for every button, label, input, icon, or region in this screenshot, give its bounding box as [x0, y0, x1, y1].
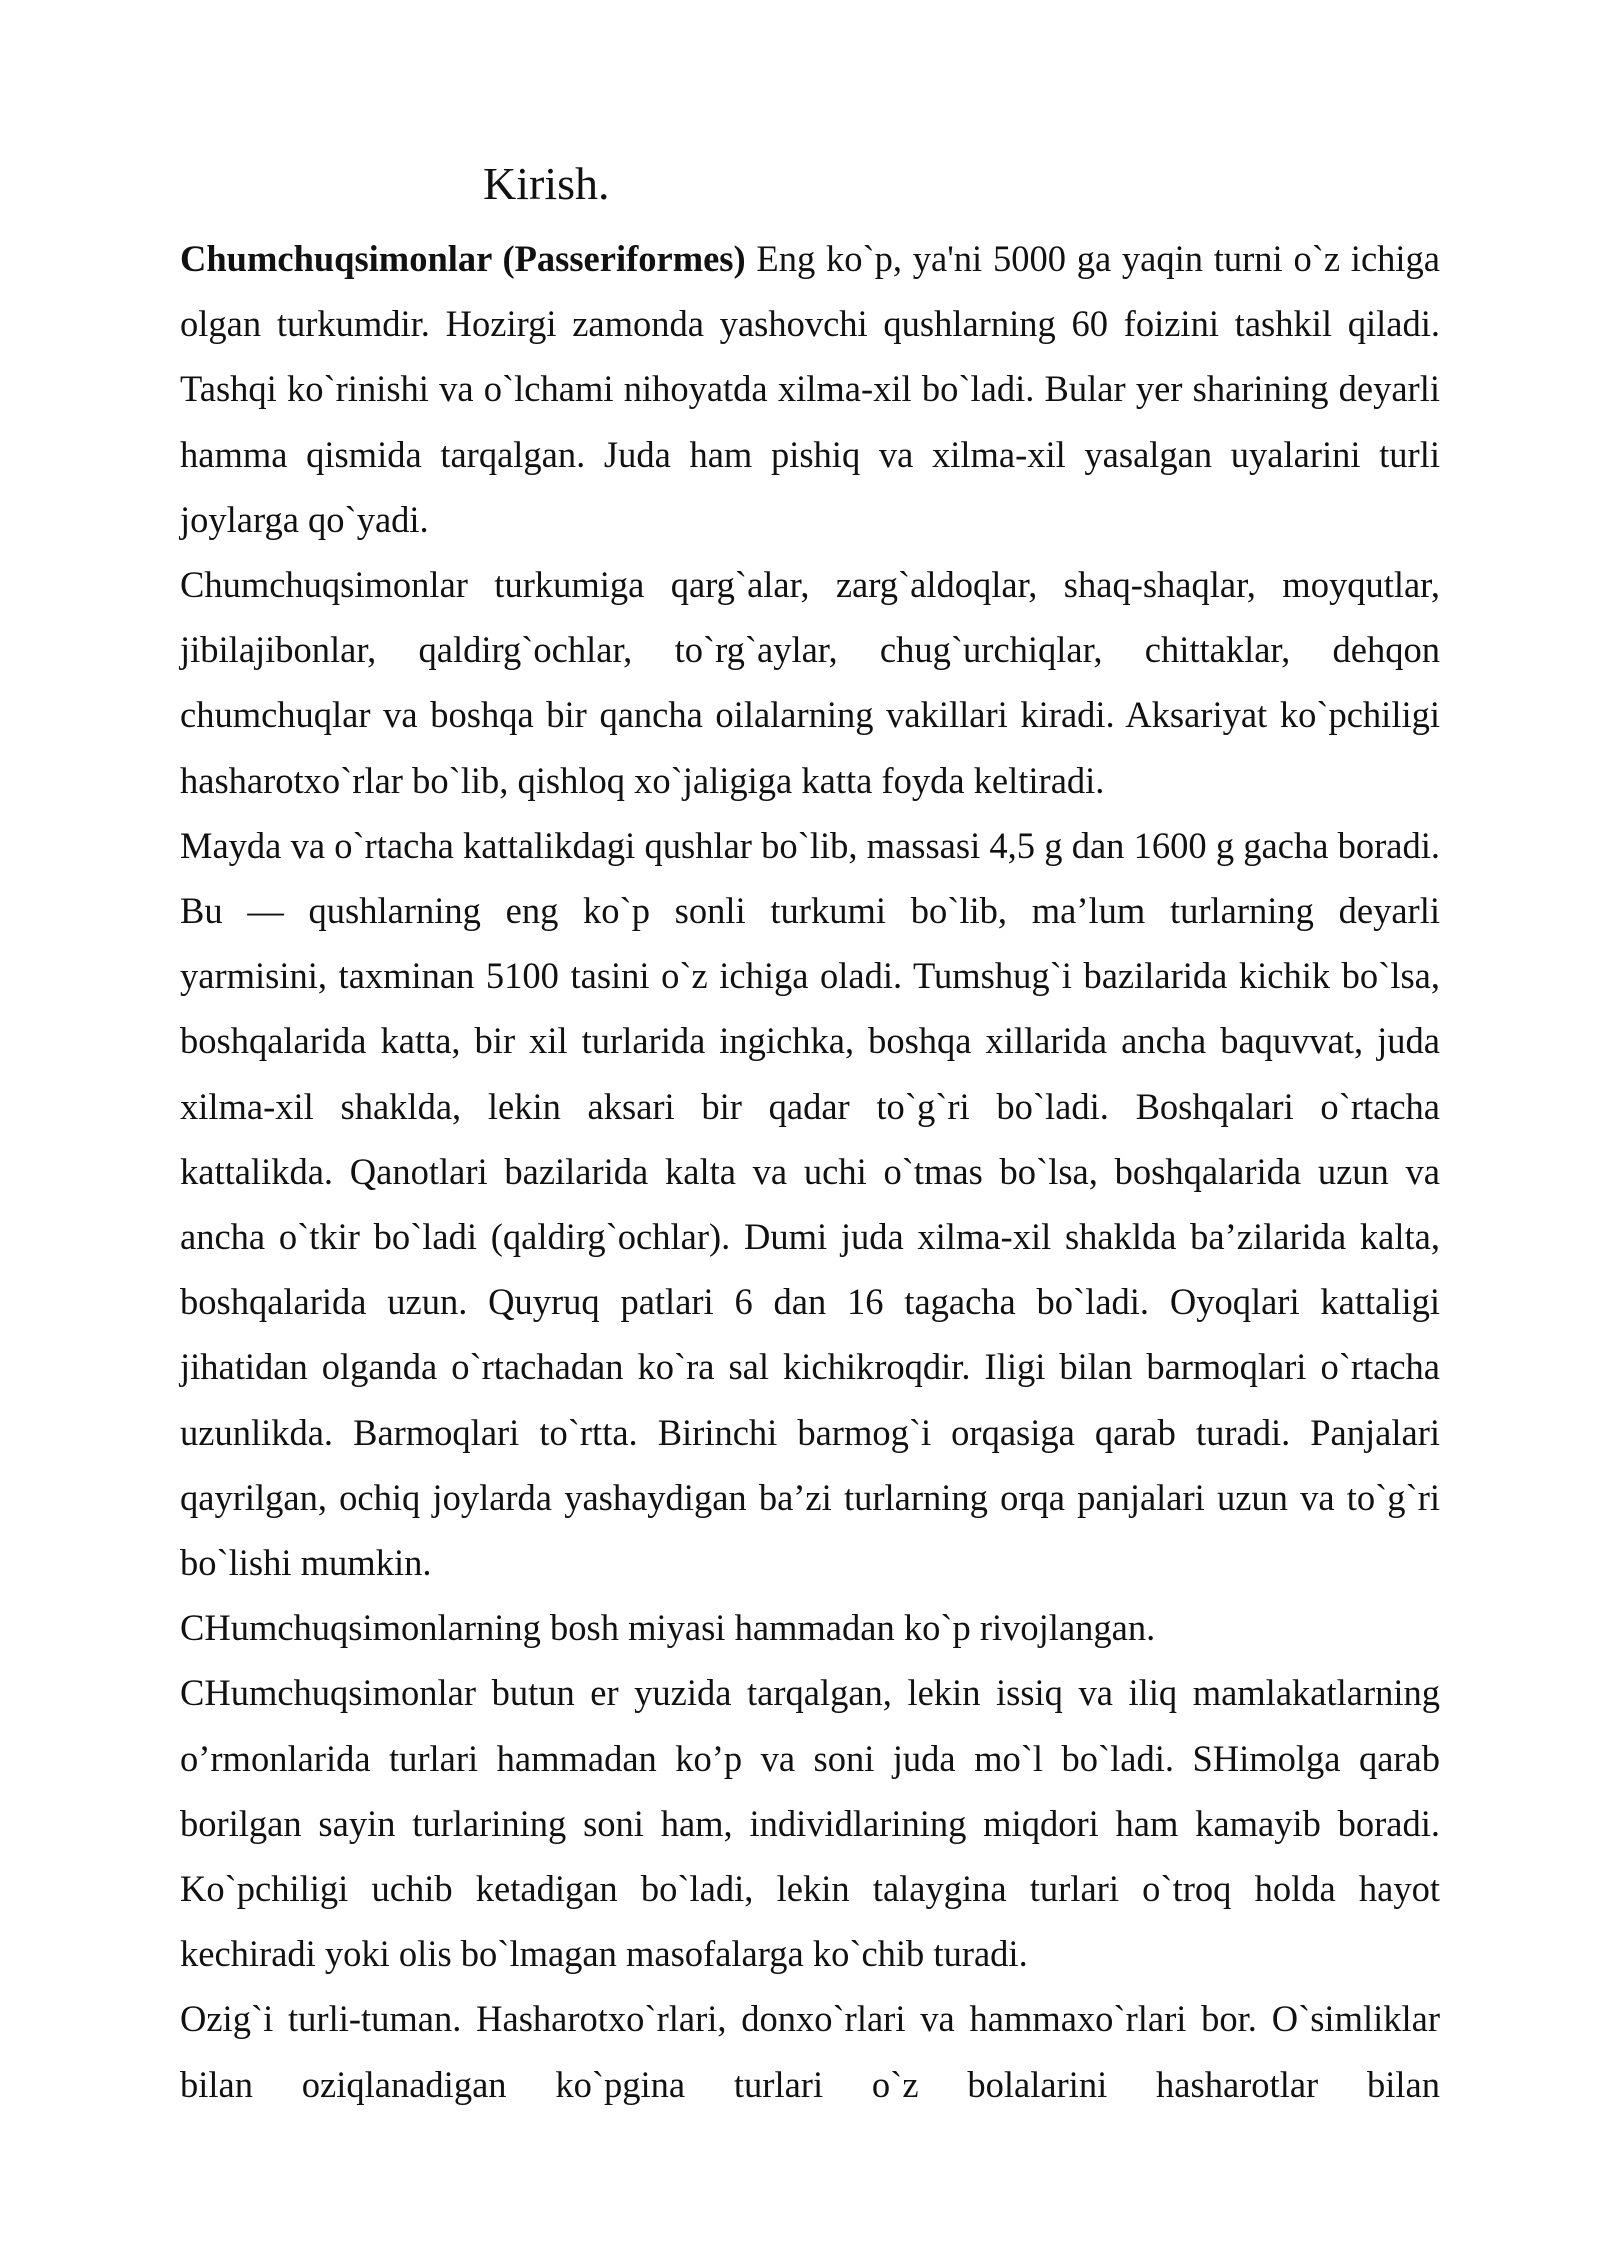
document-body: [180, 226, 1440, 2117]
paragraph-distribution: CHumchuqsimonlar butun er yuzida tarqalgan, lekin issiq va iliq mamlakatlarning o’rmonlarida turlari hammadan ko’p va soni juda mo`l bo`ladi. SHimolga qarab borilgan sayin turlarining soni ham, individlarining miqdori ham kamayib boradi. Ko`pchiligi uchib ketadigan bo`ladi, lekin talaygina turlari o`troq holda hayot kechiradi yoki olis bo`lmagan masofalarga ko`chib turadi.: [180, 1672, 1440, 1975]
paragraph-text: Eng ko`p, ya'ni 5000 ga yaqin turni o`z ichiga olgan turkumdir. Hozirgi zamonda yashovchi qushlarning 60 foizini tashkil qiladi. Tashqi ko`rinishi va o`lchami nihoyatda xilma-xil bo`ladi. Bular yer sharining deyarli hamma qismida tarqalgan. Juda ham pishiq va xilma-xil yasalgan uyalarini turli joylarga qo`yadi.: [180, 238, 1440, 540]
page-title: Kirish.: [483, 158, 610, 209]
paragraph-intro: [180, 226, 1440, 552]
paragraph-lead-term: Chumchuqsimonlar (Passeriformes): [180, 238, 746, 279]
paragraph-brain: CHumchuqsimonlarning bosh miyasi hammadan ko`p rivojlangan.: [180, 1607, 1156, 1649]
paragraph-families: Chumchuqsimonlar turkumiga qarg`alar, zarg`aldoqlar, shaq-shaqlar, moyqutlar, jibilajibonlar, qaldirg`ochlar, to`rg`aylar, chug`urchiqlar, chittaklar, dehqon chumchuqlar va boshqa bir qancha oilalarning vakillari kiradi. Aksariyat ko`pchiligi hasharotxo`rlar bo`lib, qishloq xo`jaligiga katta foyda keltiradi.: [180, 564, 1440, 801]
paragraph-morphology: Mayda va o`rtacha kattalikdagi qushlar bo`lib, massasi 4,5 g dan 1600 g gacha boradi. Bu — qushlarning eng ko`p sonli turkumi bo`lib, ma’lum turlarning deyarli yarmisini, taxminan 5100 tasini o`z ichiga oladi. Tumshug`i bazilarida kichik bo`lsa, boshqalarida katta, bir xil turlarida ingichka, boshqa xillarida ancha baquvvat, juda xilma-xil shaklda, lekin aksari bir qadar to`g`ri bo`ladi. Boshqalari o`rtacha kattalikda. Qanotlari bazilarida kalta va uchi o`tmas bo`lsa, boshqalarida uzun va ancha o`tkir bo`ladi (qaldirg`ochlar). Dumi juda xilma-xil shaklda ba’zilarida kalta, boshqalarida uzun. Quyruq patlari 6 dan 16 tagacha bo`ladi. Oyoqlari kattaligi jihatidan olganda o`rtachadan ko`ra sal kichikroqdir. Iligi bilan barmoqlari o`rtacha uzunlikda. Barmoqlari to`rtta. Birinchi barmog`i orqasiga qarab turadi. Panjalari qayrilgan, ochiq joylarda yashaydigan ba’zi turlarning orqa panjalari uzun va to`g`ri bo`lishi mumkin.: [180, 824, 1440, 1584]
paragraph-diet: Ozig`i turli-tuman. Hasharotxo`rlari, donxo`rlari va hammaxo`rlari bor. O`simliklar bilan oziqlanadigan ko`pgina turlari o`z bolalarini hasharotlar bilan: [180, 1998, 1440, 2105]
